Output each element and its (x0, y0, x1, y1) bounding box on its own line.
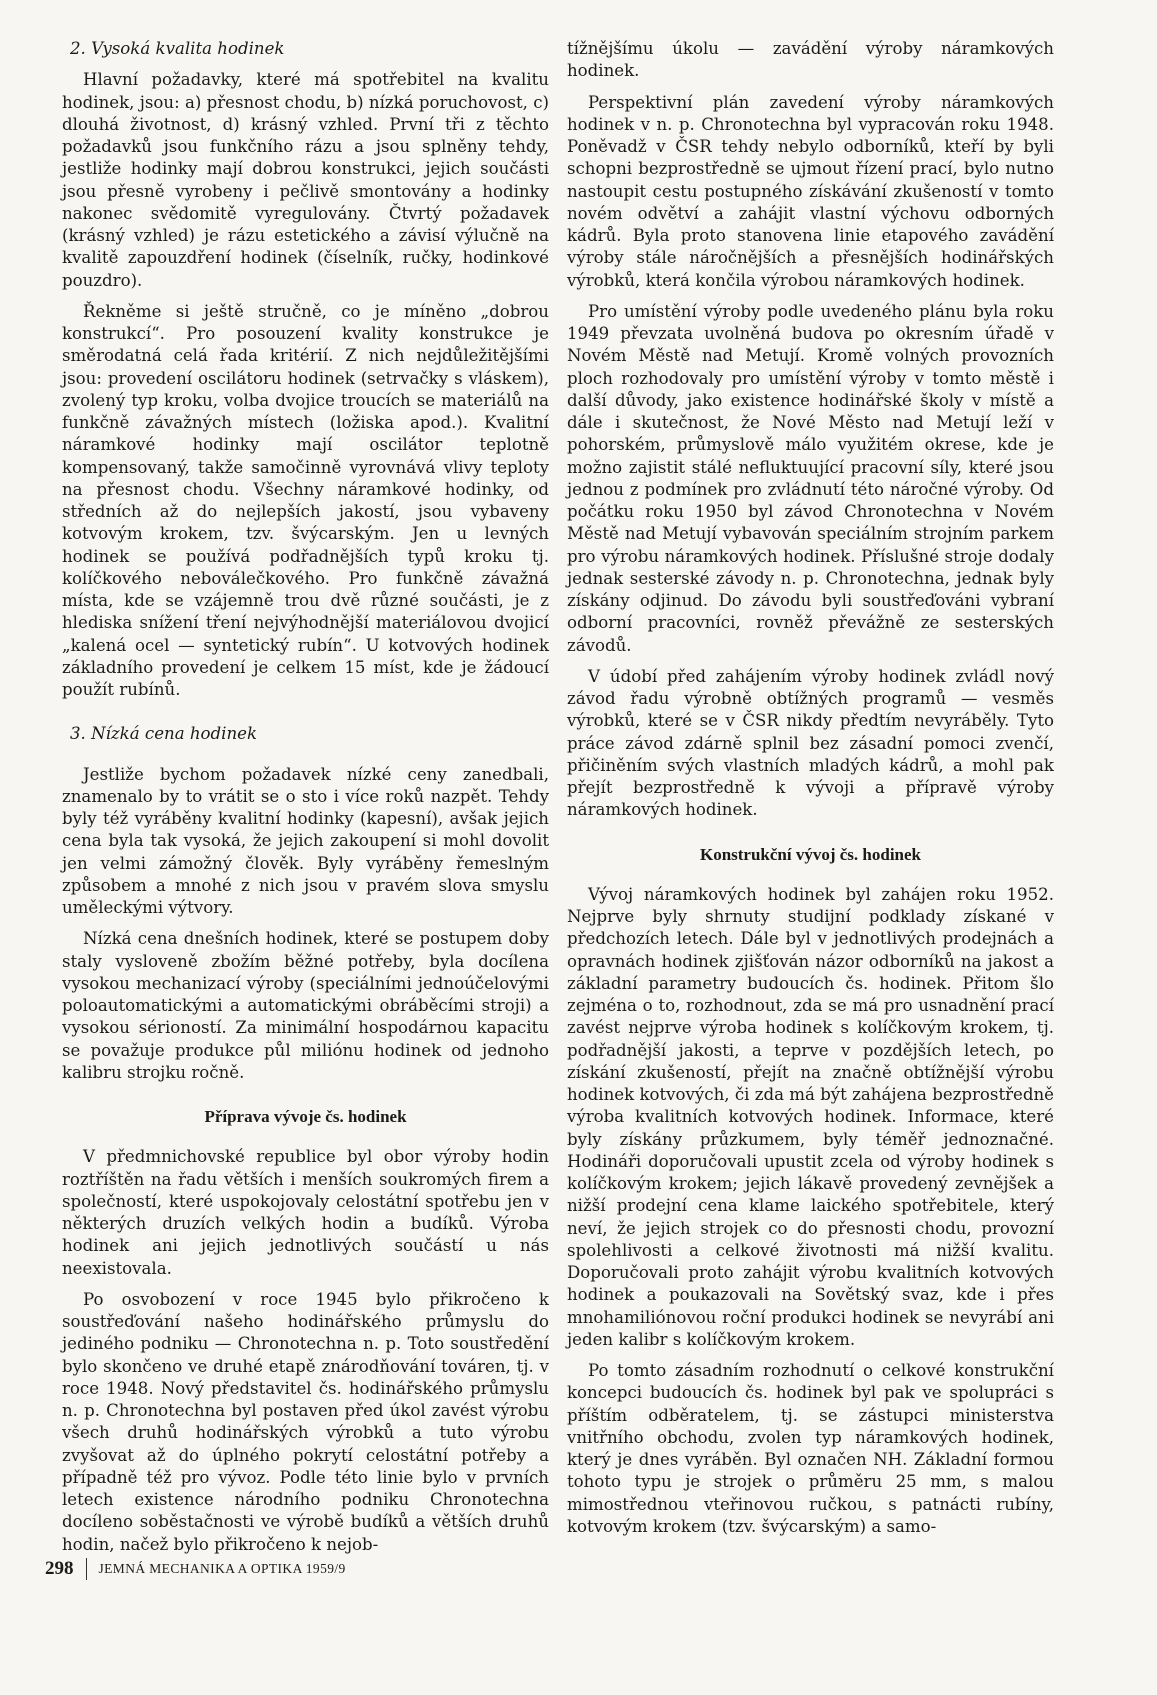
section-heading-preparation: Příprava vývoje čs. hodinek (204, 1107, 407, 1126)
page-number: 298 (45, 1558, 74, 1579)
paragraph: V předmnichovské republice byl obor výroby hodin roztříštěn na řadu větších i menších soukromých firem a společností, které uspokojovaly celostátní spotřebu jen v některých druzích velkých hodin a budíků. Výroba hodinek ani jejich jednotlivých součástí u nás neexistovala. (62, 1147, 549, 1278)
paragraph: Řekněme si ještě stručně, co je míněno „dobrou konstrukcí“. Pro posouzení kvality konstrukce je směrodatná celá řada kritérií. Z nich nejdůležitějšími jsou: provedení oscilátoru hodinek (setrvačky s vláskem), zvolený typ kroku, volba dvojice troucích se materiálů na funkčně závažných místech (ložiska apod.). Kvalitní náramkové hodinky mají oscilátor teplotně kompensovaný, takže samočinně vyrovnává vlivy teploty na přesnost chodu. Všechny náramkové hodinky, od středních až do nejlepších jakostí, jsou vybaveny kotvovým krokem, tzv. švýcarským. Jen u levných hodinek se používá podřadnějších typů kroku tj. kolíčkového neboválečkového. Pro funkčně závažná místa, kde se vzájemně trou dvě různé součásti, je z hlediska snížení tření nejvýhodnější materiálovou dvojicí „kalená ocel — syntetický rubín“. U kotvových hodinek základního provedení je celkem 15 míst, kde je žádoucí použít rubínů. (62, 301, 549, 699)
paragraph: V údobí před zahájením výroby hodinek zvládl nový závod řadu výrobně obtížných programů — vesměs výrobků, které se v ČSR nikdy předtím nevyráběly. Tyto práce závod zdárně splnil bez zásadní pomoci zvenčí, přičiněním svých vlastních mladých kádrů, a mohl pak přejít bezprostředně k vývoji a přípravě výroby náramkových hodinek. (567, 666, 1054, 820)
left-column (62, 38, 549, 1556)
section-2-title: 2. Vysoká kvalita hodinek (70, 39, 285, 58)
right-column (567, 38, 1054, 1538)
paragraph: Hlavní požadavky, které má spotřebitel na kvalitu hodinek, jsou: a) přesnost chodu, b) nízká poruchovost, c) dlouhá životnost, d) krásný vzhled. První tři z těchto požadavků jsou funkčního rázu a jsou splněny tehdy, jestliže hodinky mají dobrou konstrukci, jejich součásti jsou přesně vyrobeny i pečlivě smontovány a hodinky nakonec svědomitě vyregulovány. Čtvrtý požadavek (krásný vzhled) je rázu estetického a závisí výlučně na kvalitě zapouzdření hodinek (číselník, ručky, hodinkové pouzdro). (62, 70, 549, 290)
footer-divider (86, 1558, 87, 1580)
paragraph: Po tomto zásadním rozhodnutí o celkové konstrukční koncepci budoucích čs. hodinek byl pak ve spolupráci s příštím odběratelem, tj. se zástupci ministerstva vnitřního obchodu, zvolen typ náramkových hodinek, který je dnes vyráběn. Byl označen NH. Základní formou tohoto typu je strojek o průměru 25 mm, s malou mimostřednou vteřinovou ručkou, s patnácti rubíny, kotvovým krokem (tzv. švýcarským) a samo- (567, 1361, 1054, 1536)
journal-name: JEMNÁ MECHANIKA A OPTIKA 1959/9 (98, 1561, 346, 1576)
paragraph: Perspektivní plán zavedení výroby náramkových hodinek v n. p. Chronotechna byl vypracován roku 1948. Poněvadž v ČSR tehdy nebylo odborníků, kteří by byli schopni bezprostředně se ujmout řízení prací, bylo nutno nastoupit cestu postupného získávání zkušeností v tomto novém odvětví a zahájit vlastní výchovu odborných kádrů. Byla proto stanovena linie etapového zavádění výroby stále náročnějších a přesnějších hodinářských výrobků, která končila výrobou náramkových hodinek. (567, 92, 1054, 290)
section-heading-construction: Konstrukční vývoj čs. hodinek (699, 844, 922, 864)
paragraph: Pro umístění výroby podle uvedeného plánu byla roku 1949 převzata uvolněná budova po okresním úřadě v Novém Městě nad Metují. Kromě volných provozních ploch rozhodovaly pro umístění výroby v tomto městě i další důvody, jako existence hodinářské školy v místě a dále i skutečnost, že Nové Město nad Metují leží v pohorském, průmyslově málo využitém okrese, kde je možno zajistit stálé nefluktuující pracovní síly, které jsou jednou z podmínek pro zvládnutí této náročné výroby. Od počátku roku 1950 byl závod Chronotechna v Novém Městě nad Metují vybavován speciálním strojním parkem pro výrobu náramkových hodinek. Příslušné stroje dodaly jednak sesterské závody n. p. Chronotechna, jednak byly získány odjinud. Do závodu byli soustřeďováni vybraní odborní pracovníci, rovněž převážně ze sesterských závodů. (567, 301, 1054, 655)
page-footer (45, 1558, 346, 1580)
paragraph: Nízká cena dnešních hodinek, které se postupem doby staly vysloveně zbožím běžné potřeby, byla docílena vysokou mechanizací výroby (speciálními jednoúčelovými poloautomatickými a automatickými obráběcími stroji) a vysokou sérioností. Za minimální hospodárnou kapacitu se považuje produkce půl miliónu hodinek od jednoho kalibru strojku ročně. (62, 929, 549, 1082)
paragraph: Jestliže bychom požadavek nízké ceny zanedbali, znamenalo by to vrátit se o sto i více roků nazpět. Tehdy byly též vyráběny kvalitní hodinky (kapesní), avšak jejich cena byla tak vysoká, že jejich zakoupení si mohl dovolit jen velmi zámožný člověk. Byly vyráběny řemeslným způsobem a mnohé z nich jsou v pravém slova smyslu uměleckými výtvory. (62, 764, 549, 917)
paragraph: Vývoj náramkových hodinek byl zahájen roku 1952. Nejprve byly shrnuty studijní podklady získané v předchozích letech. Dále byl v jednotlivých prodejnách a opravnách hodinek zjišťován názor odborníků na jakost a základní parametry budoucích čs. hodinek. Přitom šlo zejména o to, rozhodnout, zda se má pro usnadnění prací zavést nejprve výroba hodinek s kolíčkovým krokem, tj. podřadnější jakosti, a teprve v pozdějších letech, po získání zkušeností, přejít na značně obtížnější výrobu hodinek kotvových, či zda má být zahájena bezprostředně výroba kvalitních kotvových hodinek. Informace, které byly získány průzkumem, byly téměř jednoznačné. Hodináři doporučovali upustit zcela od výroby hodinek s kolíčkovým krokem; jejich lákavě provedený zevnějšek a nižší prodejní cena klame laického spotřebitele, který neví, že jejich strojek co do přesnosti chodu, provozní spolehlivosti a celkové životnosti má nižší kvalitu. Doporučovali proto zahájit výrobu kvalitních kotvových hodinek a poukazovali na Sovětský svaz, kde i přes mnohamiliónovou roční produkci hodinek se nevyrábí ani jeden kalibr s kolíčkovým krokem. (567, 884, 1054, 1349)
paragraph: Po osvobození v roce 1945 bylo přikročeno k soustřeďování našeho hodinářského průmyslu do jediného podniku — Chronotechna n. p. Toto soustředění bylo skončeno ve druhé etapě znárodňování továren, tj. v roce 1948. Nový představitel čs. hodinářského průmyslu n. p. Chronotechna byl postaven před úkol zavést výrobu všech druhů hodinářských výrobků a tuto výrobu zvyšovat až do úplného pokrytí celostátní potřeby a případně též pro vývoz. Podle této linie bylo v prvních letech existence národního podniku Chronotechna docíleno soběstačnosti ve výrobě budíků a větších druhů hodin, načež bylo přikročeno k nejob- (62, 1289, 549, 1554)
paragraph-continued: tížnějšímu úkolu — zavádění výroby náramkových hodinek. (567, 39, 1054, 81)
section-3-title: 3. Nízká cena hodinek (70, 724, 258, 744)
